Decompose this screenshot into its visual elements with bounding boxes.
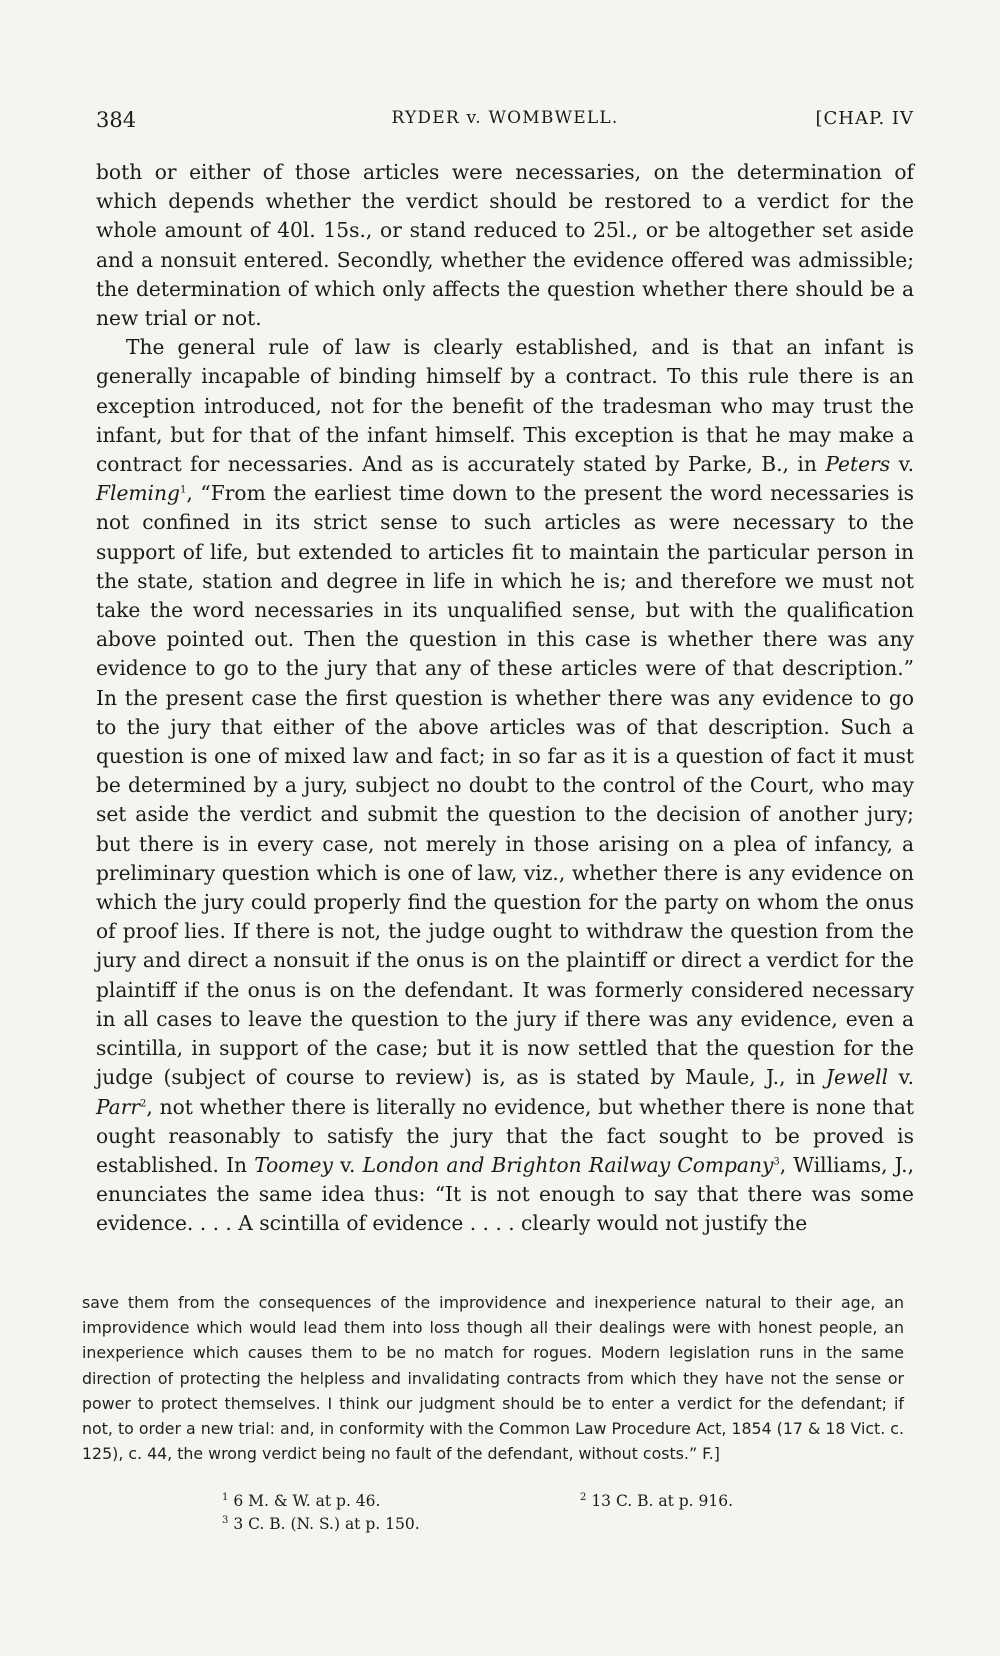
footnote-2 bbox=[580, 1490, 733, 1513]
footnote-row-1 bbox=[222, 1490, 842, 1513]
case-name-fleming: Fleming bbox=[96, 481, 180, 506]
footnote-marker-2: 2 bbox=[140, 1097, 147, 1109]
case-name-railway: London and Brighton Railway Company bbox=[362, 1152, 774, 1177]
case-versus-2: v. bbox=[898, 1065, 915, 1090]
footnote-marker-3: 3 bbox=[773, 1156, 780, 1168]
paragraph-1: both or either of those articles were necessaries, on the determination of which depends whether the verdict should be restored to a verdict for the whole amount of 40l. 15s., or stand reduced to 25l., or be altogether set aside and a nonsuit entered. Secondly, whether the evidence offered was admissible; the determination of which only affects the question whether there should be a new trial or not. bbox=[96, 160, 914, 331]
footnote-3 bbox=[222, 1513, 420, 1536]
footnote-1-text: 6 M. & W. at p. 46. bbox=[233, 1492, 381, 1510]
paragraph-2 bbox=[96, 333, 914, 1238]
paragraph-2-part-d: , Williams, J., enunciates the same idea thus: “It is not enough to say that there was some evidence. . . . A scintilla of evidence . . . . clearly would not justify the bbox=[96, 1152, 914, 1236]
footnote-1-mark: 1 bbox=[222, 1491, 229, 1503]
case-versus-3: v. bbox=[340, 1152, 356, 1177]
case-name-peters: Peters bbox=[825, 452, 891, 477]
footnote-marker-1: 1 bbox=[179, 484, 187, 496]
footnote-3-text: 3 C. B. (N. S.) at p. 150. bbox=[233, 1515, 420, 1533]
footnote-2-mark: 2 bbox=[580, 1491, 587, 1503]
paragraph-2-part-a: The general rule of law is clearly established, and is that an infant is generally incapable of binding himself by a contract. To this rule there is an exception introduced, not for the benefit of the tradesman who may trust the infant, but for that of the infant himself. This exception is that he may make a contract for necessaries. And as is accurately stated by Parke, B., in bbox=[96, 335, 914, 477]
footnotes bbox=[222, 1490, 842, 1536]
editor-note bbox=[82, 1290, 904, 1466]
chapter-label: [CHAP. IV bbox=[815, 108, 914, 129]
footnote-2-text: 13 C. B. at p. 916. bbox=[591, 1492, 734, 1510]
footnote-3-mark: 3 bbox=[222, 1514, 229, 1526]
paragraph-2-part-c: , not whether there is literally no evidence, but whether there is none that ought reasonably to satisfy the jury that the fact sought to be proved is established. In bbox=[96, 1094, 914, 1177]
case-name-parr: Parr bbox=[96, 1094, 141, 1119]
case-name-toomey: Toomey bbox=[254, 1152, 333, 1177]
editor-note-text: save them from the consequences of the improvidence and inexperience natural to their age, an improvidence which would lead them into loss though all their dealings were with honest people, an inexperience which causes them to be no match for rogues. Modern legislation runs in the same direction of protecting the helpless and invalidating contracts from which they have not the sense or power to protect themselves. I think our judgment should be to enter a verdict for the defendant; if not, to order a new trial: and, in conformity with the Common Law Procedure Act, 1854 (17 & 18 Vict. c. 125), c. 44, the wrong verdict being no fault of the defendant, without costs.” F.] bbox=[82, 1293, 904, 1464]
running-header bbox=[96, 108, 914, 142]
footnote-row-2 bbox=[222, 1513, 842, 1536]
running-title: RYDER v. WOMBWELL. bbox=[391, 108, 619, 128]
main-text bbox=[96, 158, 914, 1239]
case-versus-1: v. bbox=[898, 452, 914, 477]
case-name-jewell: Jewell bbox=[825, 1065, 889, 1090]
paragraph-2-part-b: , “From the earliest time down to the present the word necessaries is not confined in its strict sense to such articles as were necessary to the support of life, but extended to articles fit to maintain the particular person in the state, station and degree in life in which he is; and therefore we must not take the word necessaries in its unqualified sense, but with the qualification above pointed out. Then the question in this case is whether there was any evidence to go to the jury that any of these articles were of that description.” In the present case the first question is whether there was any evidence to go to the jury that either of the above articles was of that description. Such a question is one of mixed law and fact; in so far as it is a question of fact it must be determined by a jury, subject no doubt to the control of the Court, who may set aside the verdict and submit the question to the decision of another jury; but there is in every case, not merely in those arising on a plea of infancy, a preliminary question which is one of law, viz., whether there is any evidence on which the jury could properly find the question for the party on whom the onus of proof lies. If there is not, the judge ought to withdraw the question from the jury and direct a nonsuit if the onus is on the plaintiff or direct a verdict for the plaintiff if the onus is on the defendant. It was formerly considered necessary in all cases to leave the question to the jury if there was any evidence, even a scintilla, in support of the case; but it is now settled that the question for the judge (subject of course to review) is, as is stated by Maule, J., in bbox=[96, 481, 914, 1090]
footnote-1 bbox=[222, 1490, 380, 1513]
page-number: 384 bbox=[96, 108, 137, 132]
